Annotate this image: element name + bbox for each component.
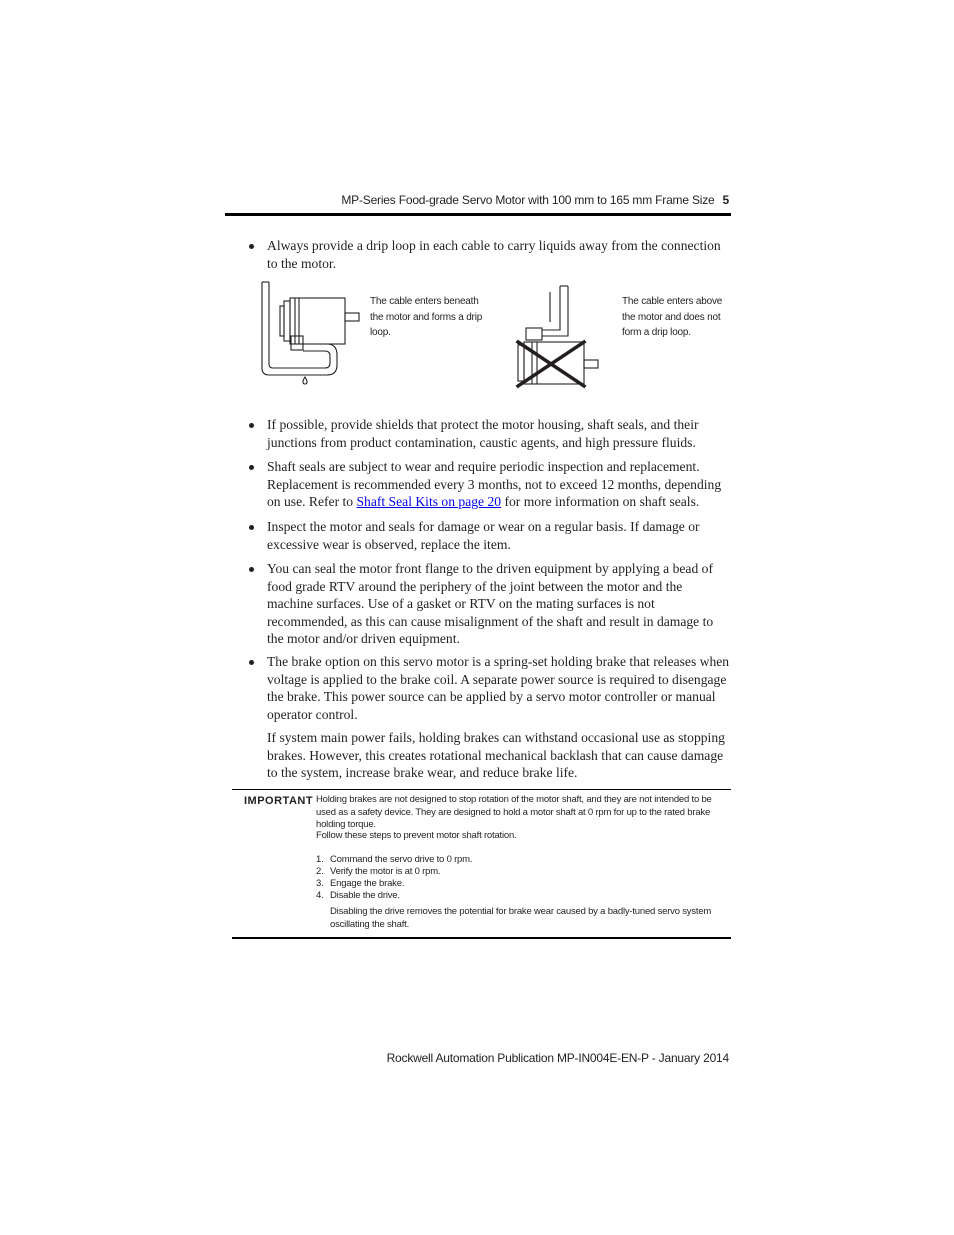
bullet-dot bbox=[249, 465, 254, 470]
bullet-text-end: for more information on shaft seals. bbox=[501, 494, 700, 509]
brake-paragraph: If system main power fails, holding brakes can withstand occasional use as stopping brakes. However, this creates rotational mechanical backlash that can cause damage to the system, increase brake wear, and reduce brake life. bbox=[267, 730, 725, 780]
header-title: MP-Series Food-grade Servo Motor with 100 mm to 165 mm Frame Size bbox=[341, 193, 715, 207]
step-item: 2. Verify the motor is at 0 rpm. bbox=[316, 866, 441, 877]
step-item: 4. Disable the drive. bbox=[316, 890, 400, 901]
bullet-drip-loop bbox=[249, 237, 731, 272]
step-note: Disabling the drive removes the potential for brake wear caused by a badly-tuned servo system oscillating the shaft. bbox=[330, 906, 712, 930]
caption-bad: The cable enters above the motor and does not form a drip loop. bbox=[622, 296, 723, 338]
bullet-text-start: Shaft seals are subject to wear and require periodic inspection and replacement. Replacement is recommended every 3 months, not to exceed 12 months, depending on use. Refer to bbox=[267, 459, 722, 509]
important-label: IMPORTANT bbox=[244, 795, 314, 807]
footer-publication: Rockwell Automation Publication MP-IN004E-EN-P - January 2014 bbox=[386, 1051, 729, 1065]
bullet-text bbox=[267, 458, 731, 511]
bullet-dot bbox=[249, 244, 254, 249]
bullet-shields bbox=[249, 416, 731, 451]
bullet-dot bbox=[249, 660, 254, 665]
header-text bbox=[341, 193, 729, 207]
bullet-text: Inspect the motor and seals for damage or wear on a regular basis. If damage or excessive wear is observed, replace the item. bbox=[267, 519, 700, 552]
bullet-shaft-seals bbox=[249, 458, 731, 511]
important-text: Holding brakes are not designed to stop rotation of the motor shaft, and they are not intended to be used as a safety device. They are designed to hold a motor shaft at 0 rpm for up to the rated brake holding torque. bbox=[316, 794, 712, 830]
bullet-dot bbox=[249, 423, 254, 428]
bullet-text: You can seal the motor front flange to the driven equipment by applying a bead of food grade RTV around the periphery of the joint between the motor and the machine surfaces. Use of a gasket or RTV on the mating surfaces is not recommended, as this can cause misalignment of the shaft and result in damage to the motor and/or driven equipment. bbox=[267, 561, 714, 646]
bullet-flange-seal bbox=[249, 560, 731, 648]
bullet-dot bbox=[249, 525, 254, 530]
bullet-dot bbox=[249, 567, 254, 572]
important-instruction: Follow these steps to prevent motor shaft rotation. bbox=[316, 830, 517, 841]
step-item: 1. Command the servo drive to 0 rpm. bbox=[316, 854, 473, 865]
step-item: 3. Engage the brake. bbox=[316, 878, 405, 889]
running-header bbox=[225, 192, 731, 216]
bullet-text: Always provide a drip loop in each cable to carry liquids away from the connection to the motor. bbox=[267, 238, 721, 271]
bullet-text: The brake option on this servo motor is a spring-set holding brake that releases when voltage is applied to the brake coil. A separate power source is required to disengage the brake. This power source can be applied by a servo motor controller or manual operator control. bbox=[267, 654, 730, 722]
bullet-inspect bbox=[249, 518, 731, 553]
page-number: 5 bbox=[722, 193, 729, 207]
caption-good: The cable enters beneath the motor and forms a drip loop. bbox=[370, 296, 483, 338]
shaft-seal-kits-link[interactable]: Shaft Seal Kits on page 20 bbox=[356, 494, 502, 509]
drip-loop-figure bbox=[255, 280, 365, 388]
important-notice bbox=[232, 789, 731, 939]
no-drip-loop-figure bbox=[512, 282, 602, 390]
bullet-brake bbox=[249, 653, 731, 723]
bullet-text: If possible, provide shields that protect the motor housing, shaft seals, and their junctions from product contamination, caustic agents, and high pressure fluids. bbox=[267, 417, 699, 450]
